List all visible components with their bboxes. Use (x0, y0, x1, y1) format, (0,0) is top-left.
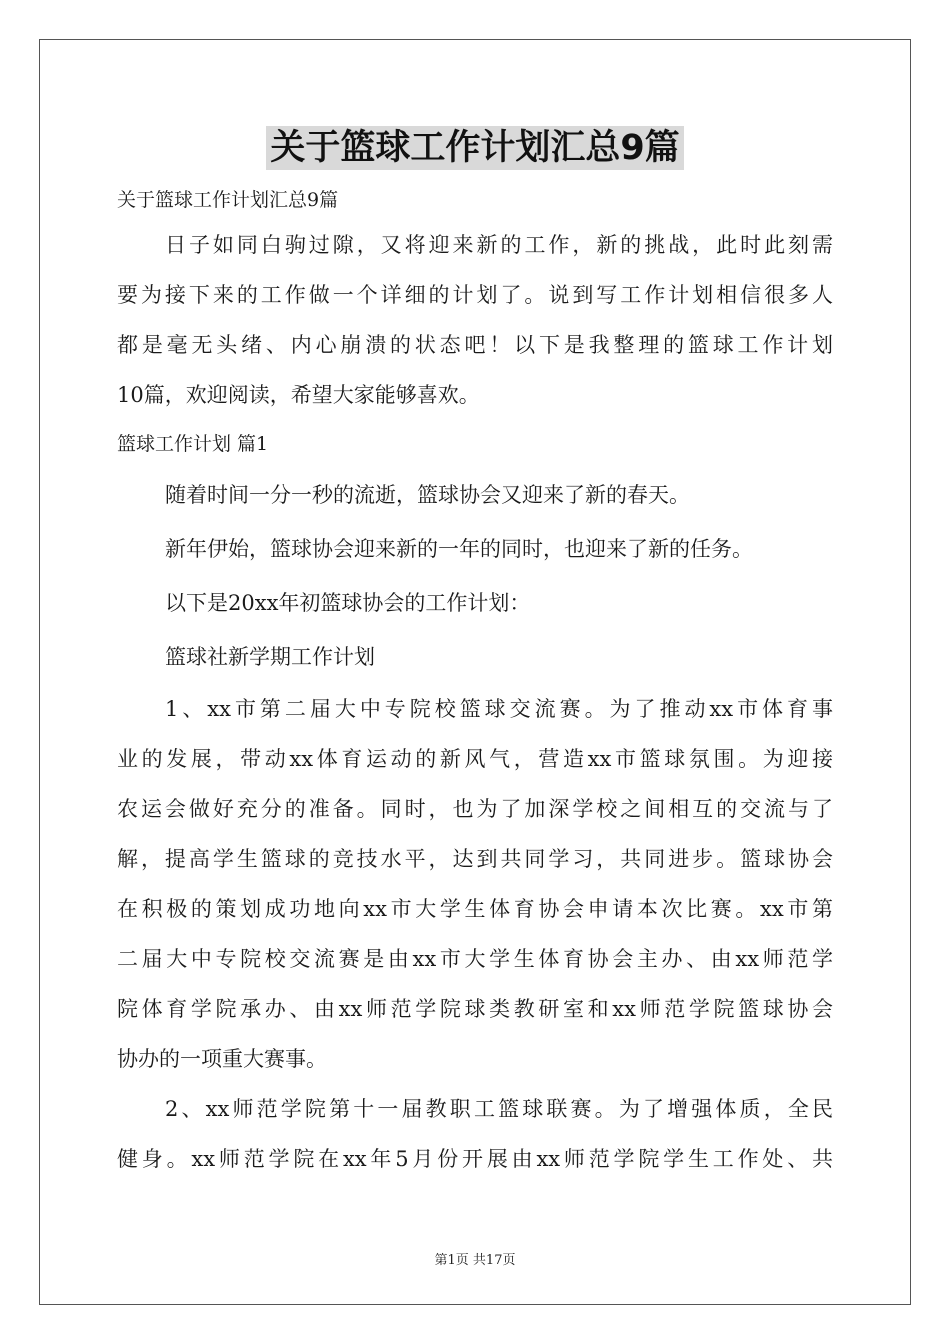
item-line: 2、xx师范学院第十一届教职工篮球联赛。为了增强体质，全民 (165, 1097, 833, 1121)
item-1-paragraph (117, 684, 833, 1084)
intro-line: 都是毫无头绪、内心崩溃的状态吧！以下是我整理的篮球工作计划 (117, 333, 833, 357)
paragraph: 新年伊始，篮球协会迎来新的一年的同时，也迎来了新的任务。 (165, 537, 753, 561)
item-line: 解，提高学生篮球的竞技水平，达到共同学习，共同进步。篮球协会 (117, 847, 833, 871)
intro-line: 要为接下来的工作做一个详细的计划了。说到写工作计划相信很多人 (117, 283, 833, 307)
title-container (0, 126, 950, 170)
item-line: 农运会做好充分的准备。同时，也为了加深学校之间相互的交流与了 (117, 797, 833, 821)
paragraph: 随着时间一分一秒的流逝，篮球协会又迎来了新的春天。 (165, 483, 690, 507)
document-subtitle: 关于篮球工作计划汇总9篇 (117, 189, 339, 211)
item-line: 健身。xx师范学院在xx年5月份开展由xx师范学院学生工作处、共 (117, 1147, 833, 1171)
document-body (117, 180, 833, 1184)
section-heading: 篮球工作计划 篇1 (117, 433, 269, 455)
item-line: 1、xx市第二届大中专院校篮球交流赛。为了推动xx市体育事 (165, 697, 833, 721)
item-line: 二届大中专院校交流赛是由xx市大学生体育协会主办、由xx师范学 (117, 947, 833, 971)
paragraph: 篮球社新学期工作计划 (165, 645, 375, 669)
intro-line: 日子如同白驹过隙，又将迎来新的工作，新的挑战，此时此刻需 (165, 233, 833, 257)
item-line: 在积极的策划成功地向xx市大学生体育协会申请本次比赛。xx市第 (117, 897, 833, 921)
item-line: 协办的一项重大赛事。 (117, 1047, 327, 1071)
paragraph: 以下是20xx年初篮球协会的工作计划： (165, 591, 531, 615)
document-title: 关于篮球工作计划汇总9篇 (266, 126, 683, 170)
intro-line: 10篇，欢迎阅读，希望大家能够喜欢。 (117, 383, 480, 407)
item-line: 业的发展，带动xx体育运动的新风气，营造xx市篮球氛围。为迎接 (117, 747, 833, 771)
item-line: 院体育学院承办、由xx师范学院球类教研室和xx师范学院篮球协会 (117, 997, 833, 1021)
intro-paragraph (117, 220, 833, 420)
page-footer: 第1页 共17页 (434, 1253, 516, 1268)
item-2-paragraph (117, 1084, 833, 1184)
